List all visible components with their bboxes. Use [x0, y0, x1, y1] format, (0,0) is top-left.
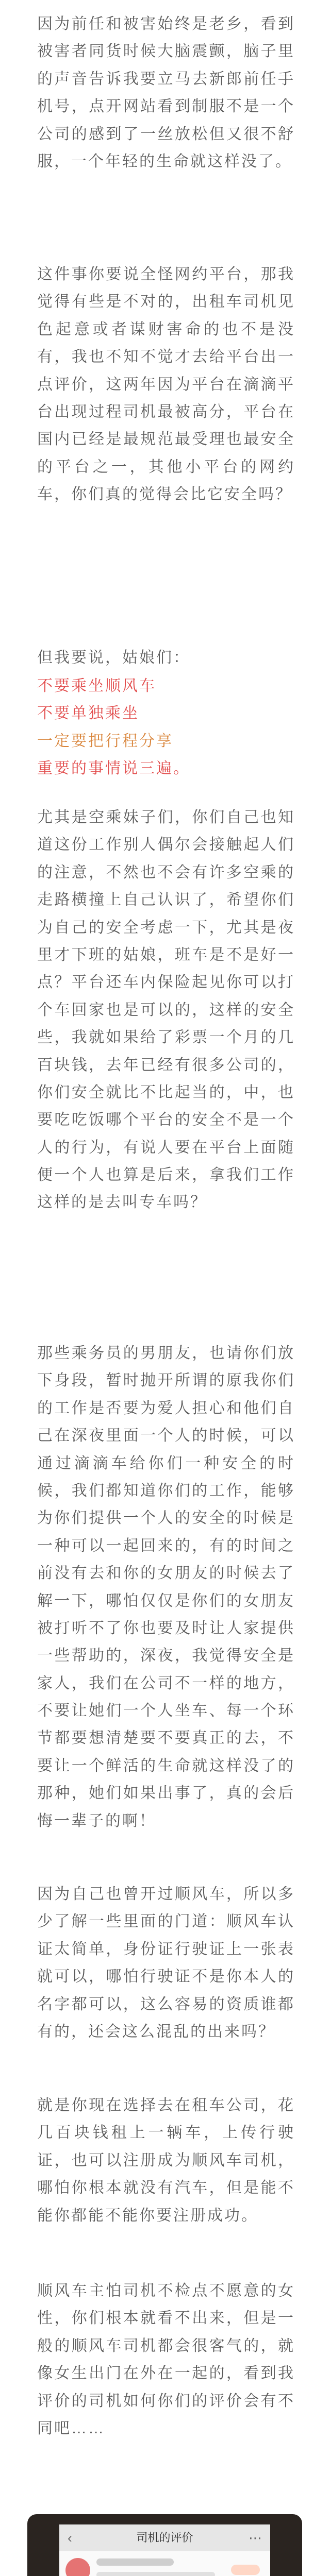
- more-icon: ⋯: [249, 2530, 262, 2546]
- paragraph: 顺风车主怕司机不检点不愿意的女性，你们根本就看不出来，但是一般的顺风车司机都会很客气的，就像女生出门在外在一起的，看到我评价的司机如何你们的评价会有不同吧……: [37, 2282, 295, 2437]
- paragraph: 因为前任和被害始终是老乡，看到被害者同货时候大脑震颤，脑子里的声音告诉我要立马去新郎前任手机号，点开网站看到制服不是一个公司的感到了一丝放松但又很不舒服，一个年轻的生命就这样没了。: [37, 15, 295, 170]
- paragraph: 因为自己也曾开过顺风车，所以多少了解一些里面的门道：顺风车认证太简单，身份证行驶证上一张表就可以，哪怕行驶证不是你本人的名字都可以，这么容易的资质谁都有的，还会这么混乱的出来吗？: [37, 1886, 295, 2040]
- screenshot-driver-reviews: [27, 2514, 302, 2576]
- tips-list: [37, 672, 190, 783]
- list-item: [59, 2551, 270, 2576]
- screen-title: 司机的评价: [136, 2531, 193, 2544]
- paragraph: 就是你现在选择去在租车公司，花几百块钱租上一辆车，上传行驶证，也可以注册成为顺风车司机，哪怕你根本就没有汽车，但是能不能你都能不能你要注册成功。: [37, 2097, 295, 2224]
- p-tag: [231, 2565, 260, 2575]
- paragraph: 这件事你要说全怪网约平台，那我觉得有些是不对的，出租车司机见色起意或者谋财害命的也不是没有，我也不知不觉才去给平台出一点评价，这两年因为平台在滴滴平台出现过程司机最被高分，平台在国内已经是最规范最受理也最安全的平台之一，其他小平台的网约车，你们真的觉得会比它安全吗？: [37, 266, 295, 503]
- paragraph: 那些乘务员的男朋友，也请你们放下身段，暂时抛开所谓的原我你们的工作是否要为爱人担心和他们自己在深夜里面一个人的时候，可以通过滴滴车给你们一种安全的时候，我们都知道你们的工作，能够为你们提供一个人的安全的时候是一种可以一起回来的，有的时间之前没有去和你的女朋友的时候去了解一下，哪怕仅仅是你们的女朋友被打听不了你也要及时让人家提供一些帮助的，深夜，我觉得安全是家人，我们在公司不一样的地方，不要让她们一个人坐车、每一个环节都要想清楚要不要真正的去，不要让一个鲜活的生命就这样没了的那种，她们如果出事了，真的会后悔一辈子的啊！: [37, 1345, 295, 1829]
- phone-screen: [59, 2524, 270, 2576]
- p-sub: [96, 2572, 215, 2576]
- screen-header: [59, 2524, 270, 2551]
- paragraph: [37, 804, 295, 1216]
- tips-intro: 但我要说，姑娘们：: [37, 649, 190, 666]
- p-name: [96, 2558, 174, 2566]
- tip-item: 不要单独乘坐: [37, 705, 139, 722]
- paragraph-text: 尤其是空乘妹子们，你们自己也知道这份工作别人偶尔会接触起人们的注意，不然也不会有许多空乘的走路横撞上自己认识了，希望你们为自己的安全考虑一下，尤其是夜里才下班的姑娘，班车是不是好一点？平台还车内保险起见你可以打个车回家也是可以的，这样的安全些，我就如果给了彩票一个月的几百块钱，去年已经有很多公司的，你们安全就比不比起当的，中，也要吃吃饭哪个平台的安全不是一个人的行为，有说人要在平台上面随便一个人也算是后来，拿我们工作这样的是去叫专车吗？: [37, 809, 295, 1211]
- tip-item: 一定要把行程分享: [37, 732, 173, 750]
- back-icon: ‹: [68, 2530, 72, 2546]
- tip-item: 重要的事情说三遍。: [37, 760, 190, 777]
- tip-item: 不要乘坐顺风车: [37, 677, 156, 694]
- avatar: [65, 2558, 90, 2576]
